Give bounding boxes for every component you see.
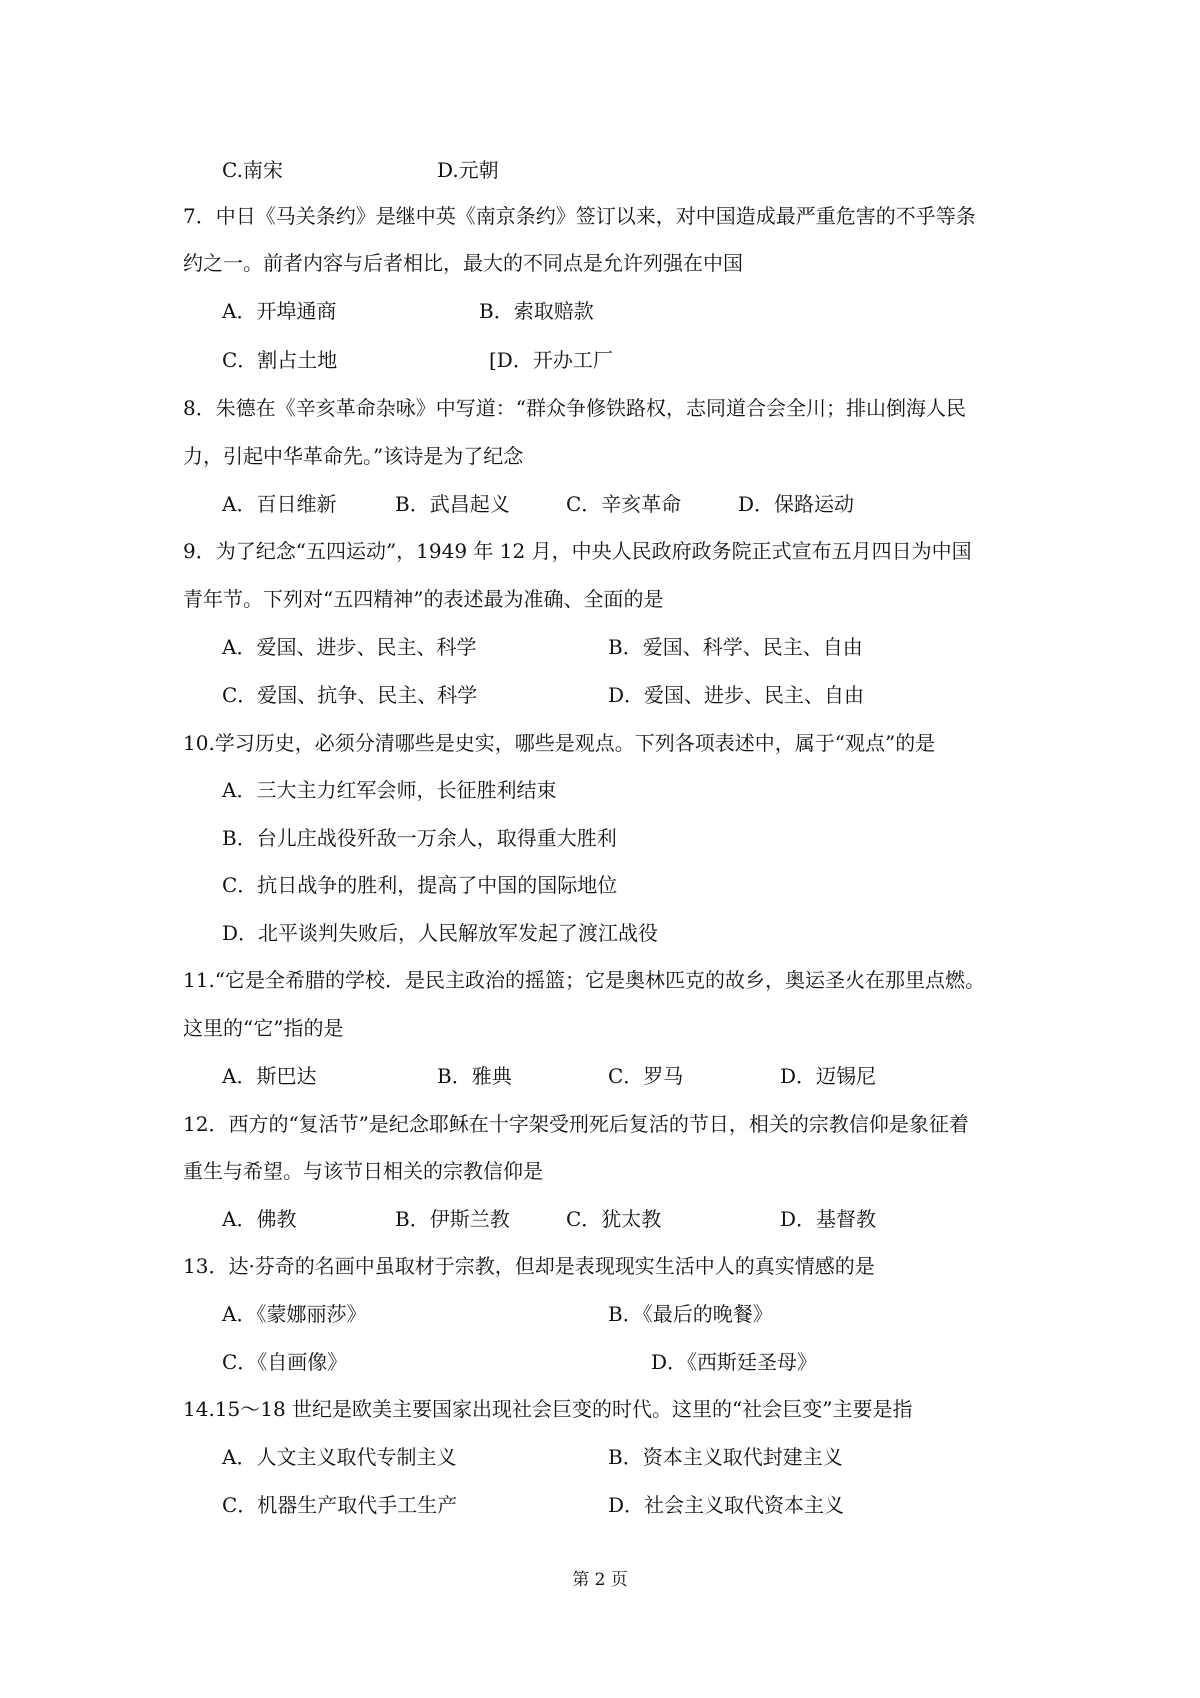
question-stem: 重生与希望。与该节日相关的宗教信仰是 bbox=[183, 1159, 543, 1183]
option-a: A．佛教 bbox=[222, 1207, 297, 1231]
question-stem: 这里的“它”指的是 bbox=[183, 1016, 344, 1040]
question-stem: 8．朱德在《辛亥革命杂咏》中写道：“群众争修铁路权，志同道合会全川；排山倒海人民 bbox=[183, 396, 966, 420]
option-b: B．台儿庄战役歼敌一万余人，取得重大胜利 bbox=[222, 826, 617, 850]
question-stem: 约之一。前者内容与后者相比，最大的不同点是允许列强在中国 bbox=[183, 251, 743, 275]
option-a: A．百日维新 bbox=[222, 492, 337, 516]
question-stem: 10.学习历史，必须分清哪些是史实，哪些是观点。下列各项表述中，属于“观点”的是 bbox=[183, 731, 936, 755]
option-d: D．迈锡尼 bbox=[780, 1064, 877, 1088]
option-c: C．抗日战争的胜利，提高了中国的国际地位 bbox=[222, 873, 618, 897]
option-a: A．《蒙娜丽莎》 bbox=[222, 1302, 367, 1326]
option-d: D.元朝 bbox=[437, 158, 499, 182]
option-d: D．北平谈判失败后，人民解放军发起了渡江战役 bbox=[222, 921, 659, 945]
question-stem: 14.15～18 世纪是欧美主要国家出现社会巨变的时代。这里的“社会巨变”主要是指 bbox=[183, 1397, 913, 1421]
option-d: D．社会主义取代资本主义 bbox=[608, 1493, 845, 1517]
question-stem: 11.“它是全希腊的学校．是民主政治的摇篮；它是奥林匹克的故乡，奥运圣火在那里点燃。 bbox=[183, 968, 986, 992]
option-a: A．三大主力红军会师，长征胜利结束 bbox=[222, 778, 557, 802]
option-b: B．《最后的晚餐》 bbox=[608, 1302, 773, 1326]
option-d: [D．开办工厂 bbox=[489, 348, 613, 372]
option-b: B．爱国、科学、民主、自由 bbox=[608, 635, 863, 659]
option-b: B．雅典 bbox=[437, 1064, 512, 1088]
question-stem: 7．中日《马关条约》是继中英《南京条约》签订以来，对中国造成最严重危害的不乎等条 bbox=[183, 204, 976, 228]
question-stem: 力，引起中华革命先。”该诗是为了纪念 bbox=[183, 444, 524, 468]
option-a: A．人文主义取代专制主义 bbox=[222, 1445, 457, 1469]
option-c: C．爱国、抗争、民主、科学 bbox=[222, 683, 478, 707]
option-c: C．机器生产取代手工生产 bbox=[222, 1493, 458, 1517]
option-c: C．割占土地 bbox=[222, 348, 338, 372]
option-a: A．斯巴达 bbox=[222, 1064, 317, 1088]
option-c: C．辛亥革命 bbox=[566, 492, 682, 516]
option-d: D．《西斯廷圣母》 bbox=[651, 1350, 818, 1374]
option-c: C.南宋 bbox=[222, 158, 283, 182]
option-d: D．保路运动 bbox=[738, 492, 855, 516]
option-c: C．《自画像》 bbox=[222, 1350, 348, 1374]
option-b: B．武昌起义 bbox=[395, 492, 510, 516]
page-number: 第 2 页 bbox=[572, 1570, 628, 1590]
option-d: D．爱国、进步、民主、自由 bbox=[608, 683, 865, 707]
option-b: B．伊斯兰教 bbox=[395, 1207, 510, 1231]
option-c: C．犹太教 bbox=[566, 1207, 662, 1231]
option-d: D．基督教 bbox=[780, 1207, 877, 1231]
option-a: A．爱国、进步、民主、科学 bbox=[222, 635, 477, 659]
question-stem: 9．为了纪念“五四运动”，1949 年 12 月，中央人民政府政务院正式宣布五月四日为中国 bbox=[183, 539, 972, 563]
option-b: B．资本主义取代封建主义 bbox=[608, 1445, 843, 1469]
option-a: A．开埠通商 bbox=[222, 299, 337, 323]
option-c: C．罗马 bbox=[608, 1064, 684, 1088]
question-stem: 13．达·芬奇的名画中虽取材于宗教，但却是表现现实生活中人的真实情感的是 bbox=[183, 1254, 875, 1278]
question-stem: 12．西方的“复活节”是纪念耶稣在十字架受刑死后复活的节日，相关的宗教信仰是象征着 bbox=[183, 1112, 969, 1136]
question-stem: 青年节。下列对“五四精神”的表述最为准确、全面的是 bbox=[183, 587, 664, 611]
option-b: B．索取赔款 bbox=[479, 299, 594, 323]
